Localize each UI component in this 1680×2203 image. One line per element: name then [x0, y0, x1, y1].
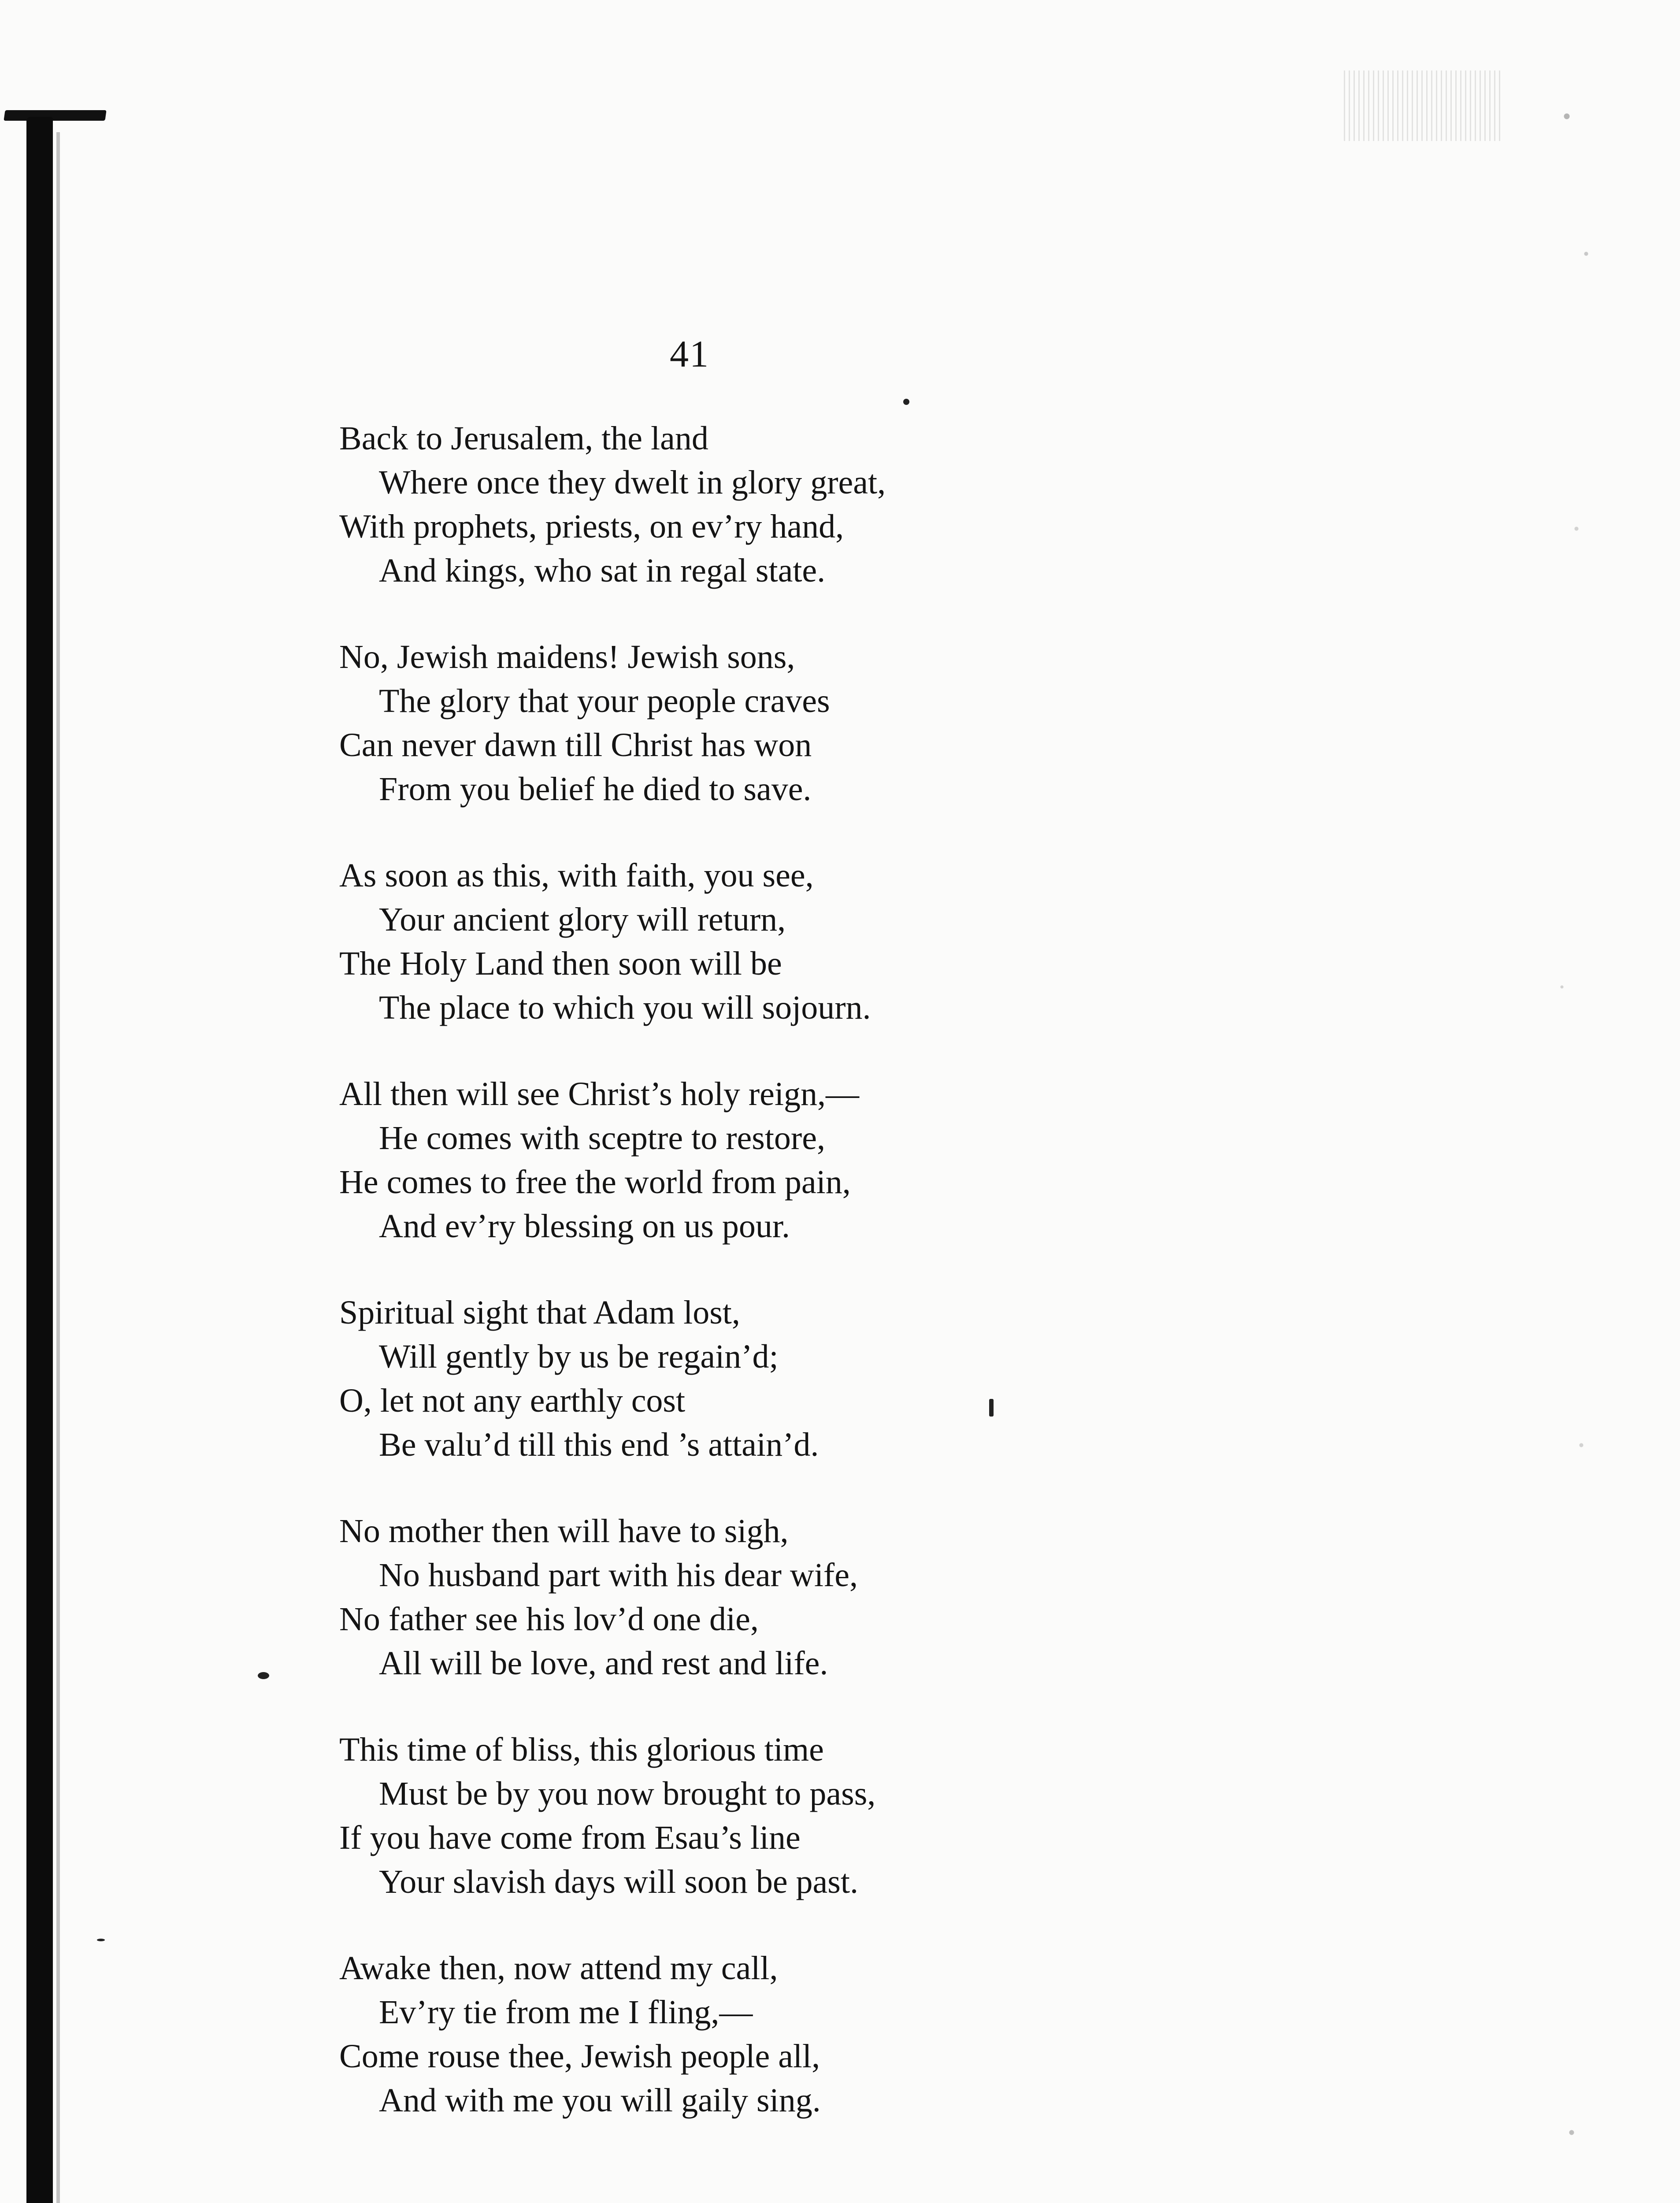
poem-line: From you belief he died to save. [379, 771, 812, 808]
stanza-5 [339, 1291, 1441, 1467]
poem-line: No husband part with his dear wife, [379, 1557, 858, 1594]
poem-line: All will be love, and rest and life. [379, 1645, 828, 1682]
scan-speck [903, 399, 909, 405]
page-number: 41 [670, 333, 709, 375]
poem-line: O, let not any earthly cost [339, 1382, 686, 1419]
poem-line: Ev’ry tie from me I fling,— [379, 1994, 753, 2031]
stanza-2 [339, 635, 1441, 811]
stanza-8 [339, 1946, 1441, 2122]
poem-line: No mother then will have to sigh, [339, 1513, 789, 1550]
stanza-6 [339, 1509, 1441, 1685]
poem-line: Back to Jerusalem, the land [339, 420, 708, 457]
binding-shadow [26, 117, 53, 2203]
poem-line: Come rouse thee, Jewish people all, [339, 2038, 820, 2075]
scan-speck [97, 1939, 105, 1941]
binding-shadow-edge [56, 132, 60, 2203]
poem-line: With prophets, priests, on ev’ry hand, [339, 508, 844, 545]
poem-line: And with me you will gaily sing. [379, 2082, 821, 2119]
stanza-4 [339, 1072, 1441, 1248]
stanza-1 [339, 416, 1441, 593]
poem-line: Where once they dwelt in glory great, [379, 464, 886, 501]
poem-line: Your ancient glory will return, [379, 901, 786, 938]
page-corner-speckles [1344, 70, 1502, 141]
poem-line: All then will see Christ’s holy reign,— [339, 1076, 860, 1113]
poem-line: Spiritual sight that Adam lost, [339, 1294, 740, 1331]
poem-line: Must be by you now brought to pass, [379, 1775, 876, 1812]
poem-line: Be valu’d till this end ’s attain’d. [379, 1426, 819, 1463]
poem-line: The glory that your people craves [379, 682, 830, 719]
stanza-7 [339, 1728, 1441, 1904]
poem-line: Will gently by us be regain’d; [379, 1338, 779, 1375]
poem-line: He comes with sceptre to restore, [379, 1120, 825, 1157]
poem-line: Your slavish days will soon be past. [379, 1863, 858, 1900]
page-edge-speckles [1552, 70, 1601, 2203]
stanza-3 [339, 853, 1441, 1030]
poem-line: The Holy Land then soon will be [339, 945, 782, 982]
poem-line: And ev’ry blessing on us pour. [379, 1208, 790, 1245]
poem-line: As soon as this, with faith, you see, [339, 857, 814, 894]
poem [339, 416, 1441, 2165]
scan-speck [258, 1672, 269, 1679]
poem-line: He comes to free the world from pain, [339, 1164, 851, 1201]
poem-line: Can never dawn till Christ has won [339, 727, 812, 764]
poem-line: The place to which you will sojourn. [379, 989, 871, 1026]
poem-line: No father see his lov’d one die, [339, 1601, 759, 1638]
poem-line: This time of bliss, this glorious time [339, 1731, 824, 1768]
binding-shadow-top [4, 110, 106, 121]
poem-line: And kings, who sat in regal state. [379, 552, 826, 589]
poem-line: Awake then, now attend my call, [339, 1950, 778, 1987]
poem-line: No, Jewish maidens! Jewish sons, [339, 638, 795, 675]
poem-line: If you have come from Esau’s line [339, 1819, 801, 1856]
